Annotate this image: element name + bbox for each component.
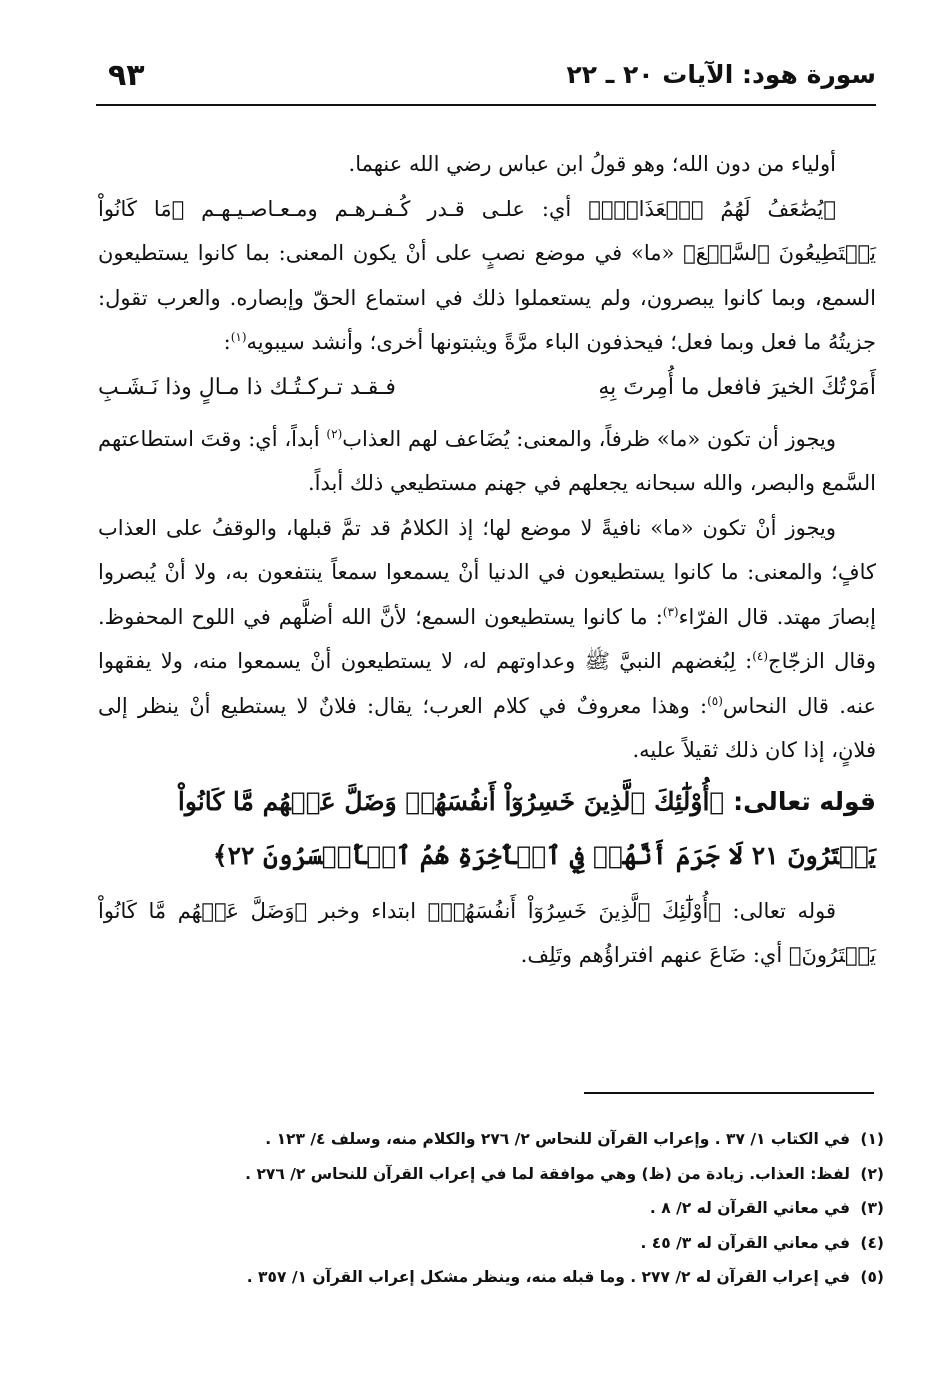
paragraph-3	[98, 417, 876, 506]
verse-heading-label: قوله تعالى:	[733, 786, 876, 816]
footnote	[104, 1157, 884, 1192]
main-text	[98, 142, 876, 978]
verse-hemistich-right: أَمَرْتُكَ الخيرَ فافعل ما أُمِرتَ بِهِ	[598, 374, 876, 400]
running-head-title: سورة هود: الآيات ٢٠ ـ ٢٢	[566, 60, 876, 89]
footnote-number: (٥)	[860, 1268, 884, 1286]
footnote	[104, 1226, 884, 1261]
paragraph-2-end: :	[223, 330, 231, 354]
page-number: ٩٣	[108, 58, 145, 93]
paragraph-5: قوله تعالى: ﴿أُوْلَٰٓئِكَ ٱلَّذِينَ خَسِرُوٓاْ أَنفُسَهُمۡ﴾ ابتداء وخبر ﴿وَضَلَّ عَنۡهُم مَّا كَانُواْ يَفۡتَرُونَ﴾ أي: ضَاعَ عنهم افتراؤُهم وتَلِف.	[98, 898, 876, 967]
verse-hemistich-left: فـقـد تـركـتُـك ذا مـالٍ وذا نَـشَـبِ	[98, 374, 396, 400]
footnote	[104, 1191, 884, 1226]
paragraph-4-text-c: : لِبُغضهم النبيَّ ﷺ وعداوتهم له، لا يستطيعون أنْ يسمعوا منه، ولا يفقهوا عنه. قال النحاس	[98, 649, 877, 718]
paragraph-3-text-a: ويجوز أن تكون «ما» ظرفاً، والمعنى: يُضَاعف لهم العذاب	[342, 426, 837, 451]
poetry-verse	[98, 365, 876, 411]
page-header	[96, 58, 876, 106]
footnote-number: (١)	[860, 1130, 884, 1148]
paragraph-4-text-a: ويجوز أنْ تكون «ما» نافيةً لا موضع لها؛ إذ الكلامُ قد تمَّ قبلها، والوقفُ على العذاب كافٍ؛ والمعنى: ما كانوا يستطيعون في الدنيا أنْ يسمعوا سمعاً ينتفعون به، ولا أنْ يُبصروا إبصارَ مهتد. قال الفرّاء	[98, 515, 877, 629]
footnote-text: في إعراب القرآن له ٢/ ٢٧٧ . وما قبله منه، وينظر مشكل إعراب القرآن ١/ ٣٥٧ .	[246, 1268, 850, 1286]
footnote-ref-5: (٥)	[707, 693, 723, 708]
verse-heading-quran: ﴿أُوْلَٰٓئِكَ ٱلَّذِينَ خَسِرُوٓاْ أَنفُسَهُمۡ وَضَلَّ عَنۡهُم مَّا كَانُواْ يَفۡتَرُونَ ٢١ لَا جَرَمَ أَنَّهُمۡ فِي ٱلۡأٓخِرَةِ هُمُ ٱلۡأَخۡسَرُونَ ٢٢﴾	[177, 786, 876, 870]
footnote-rule	[584, 1092, 874, 1094]
paragraph-3-text-b: أبداً، أي: وقتَ استطاعتهم السَّمع والبصر، والله سبحانه يجعلهم في جهنم مستطيعي ذلك أبداً.	[98, 426, 876, 495]
footnote-ref-1: (١)	[230, 330, 247, 344]
footnote-number: (٢)	[860, 1164, 884, 1183]
paragraph-4	[98, 506, 876, 773]
paragraph-2	[98, 187, 876, 365]
footnote-text: في معاني القرآن له ٢/ ٨ .	[649, 1199, 850, 1217]
paragraph-4-text-b: : ما كانوا يستطيعون السمع؛ لأنَّ الله أضلَّهم في اللوح المحفوظ. وقال الزجّاج	[98, 604, 876, 673]
footnote-text: في معاني القرآن له ٣/ ٤٥ .	[640, 1233, 850, 1252]
footnote-ref-3: (٣)	[662, 604, 679, 619]
verse-heading	[98, 775, 876, 883]
paragraph-1: أولياء من دون الله؛ وهو قولُ ابن عباس رضي الله عنهما.	[348, 152, 836, 176]
footnote-number: (٤)	[860, 1233, 884, 1252]
footnote-ref-4: (٤)	[752, 649, 769, 663]
footnotes	[104, 1122, 884, 1295]
footnote-ref-2: (٢)	[326, 426, 343, 441]
footnote	[104, 1260, 884, 1295]
paragraph-4-text-d: : وهذا معروفٌ في كلام العرب؛ يقال: فلانٌ لا يستطيع أنْ ينظر إلى فلانٍ، إذا كان ذلك ثقيلاً عليه.	[98, 693, 876, 762]
paragraph-2-text: ﴿يُضَٰعَفُ لَهُمُ ٱلۡعَذَابُۚ﴾ أي: علـى قـدر كُـفـرهـم ومـعـاصـيـهـم ﴿مَا كَانُواْ يَسۡتَطِيعُونَ ٱلسَّمۡعَ﴾ «ما» في موضع نصبٍ على أنْ يكون المعنى: بما كانوا يستطيعون السمع، وبما كانوا يبصرون، ولم يستعملوا ذلك في استماع الحقّ وإبصاره. والعرب تقول: جزيتُهُ ما فعل وبما فعل؛ فيحذفون الباء مرَّةً ويثبتونها أخرى؛ وأنشد سيبويه	[98, 196, 876, 354]
footnote-text: لفظ: العذاب. زيادة من (ظ) وهي موافقة لما في إعراب القرآن للنحاس ٢/ ٢٧٦ .	[245, 1164, 850, 1183]
header-rule	[96, 104, 876, 106]
footnote-text: في الكتاب ١/ ٣٧ . وإعراب القرآن للنحاس ٢/ ٢٧٦ والكلام منه، وسلف ٤/ ١٢٣ .	[265, 1130, 850, 1148]
footnote	[104, 1122, 884, 1157]
footnote-number: (٣)	[860, 1199, 884, 1217]
